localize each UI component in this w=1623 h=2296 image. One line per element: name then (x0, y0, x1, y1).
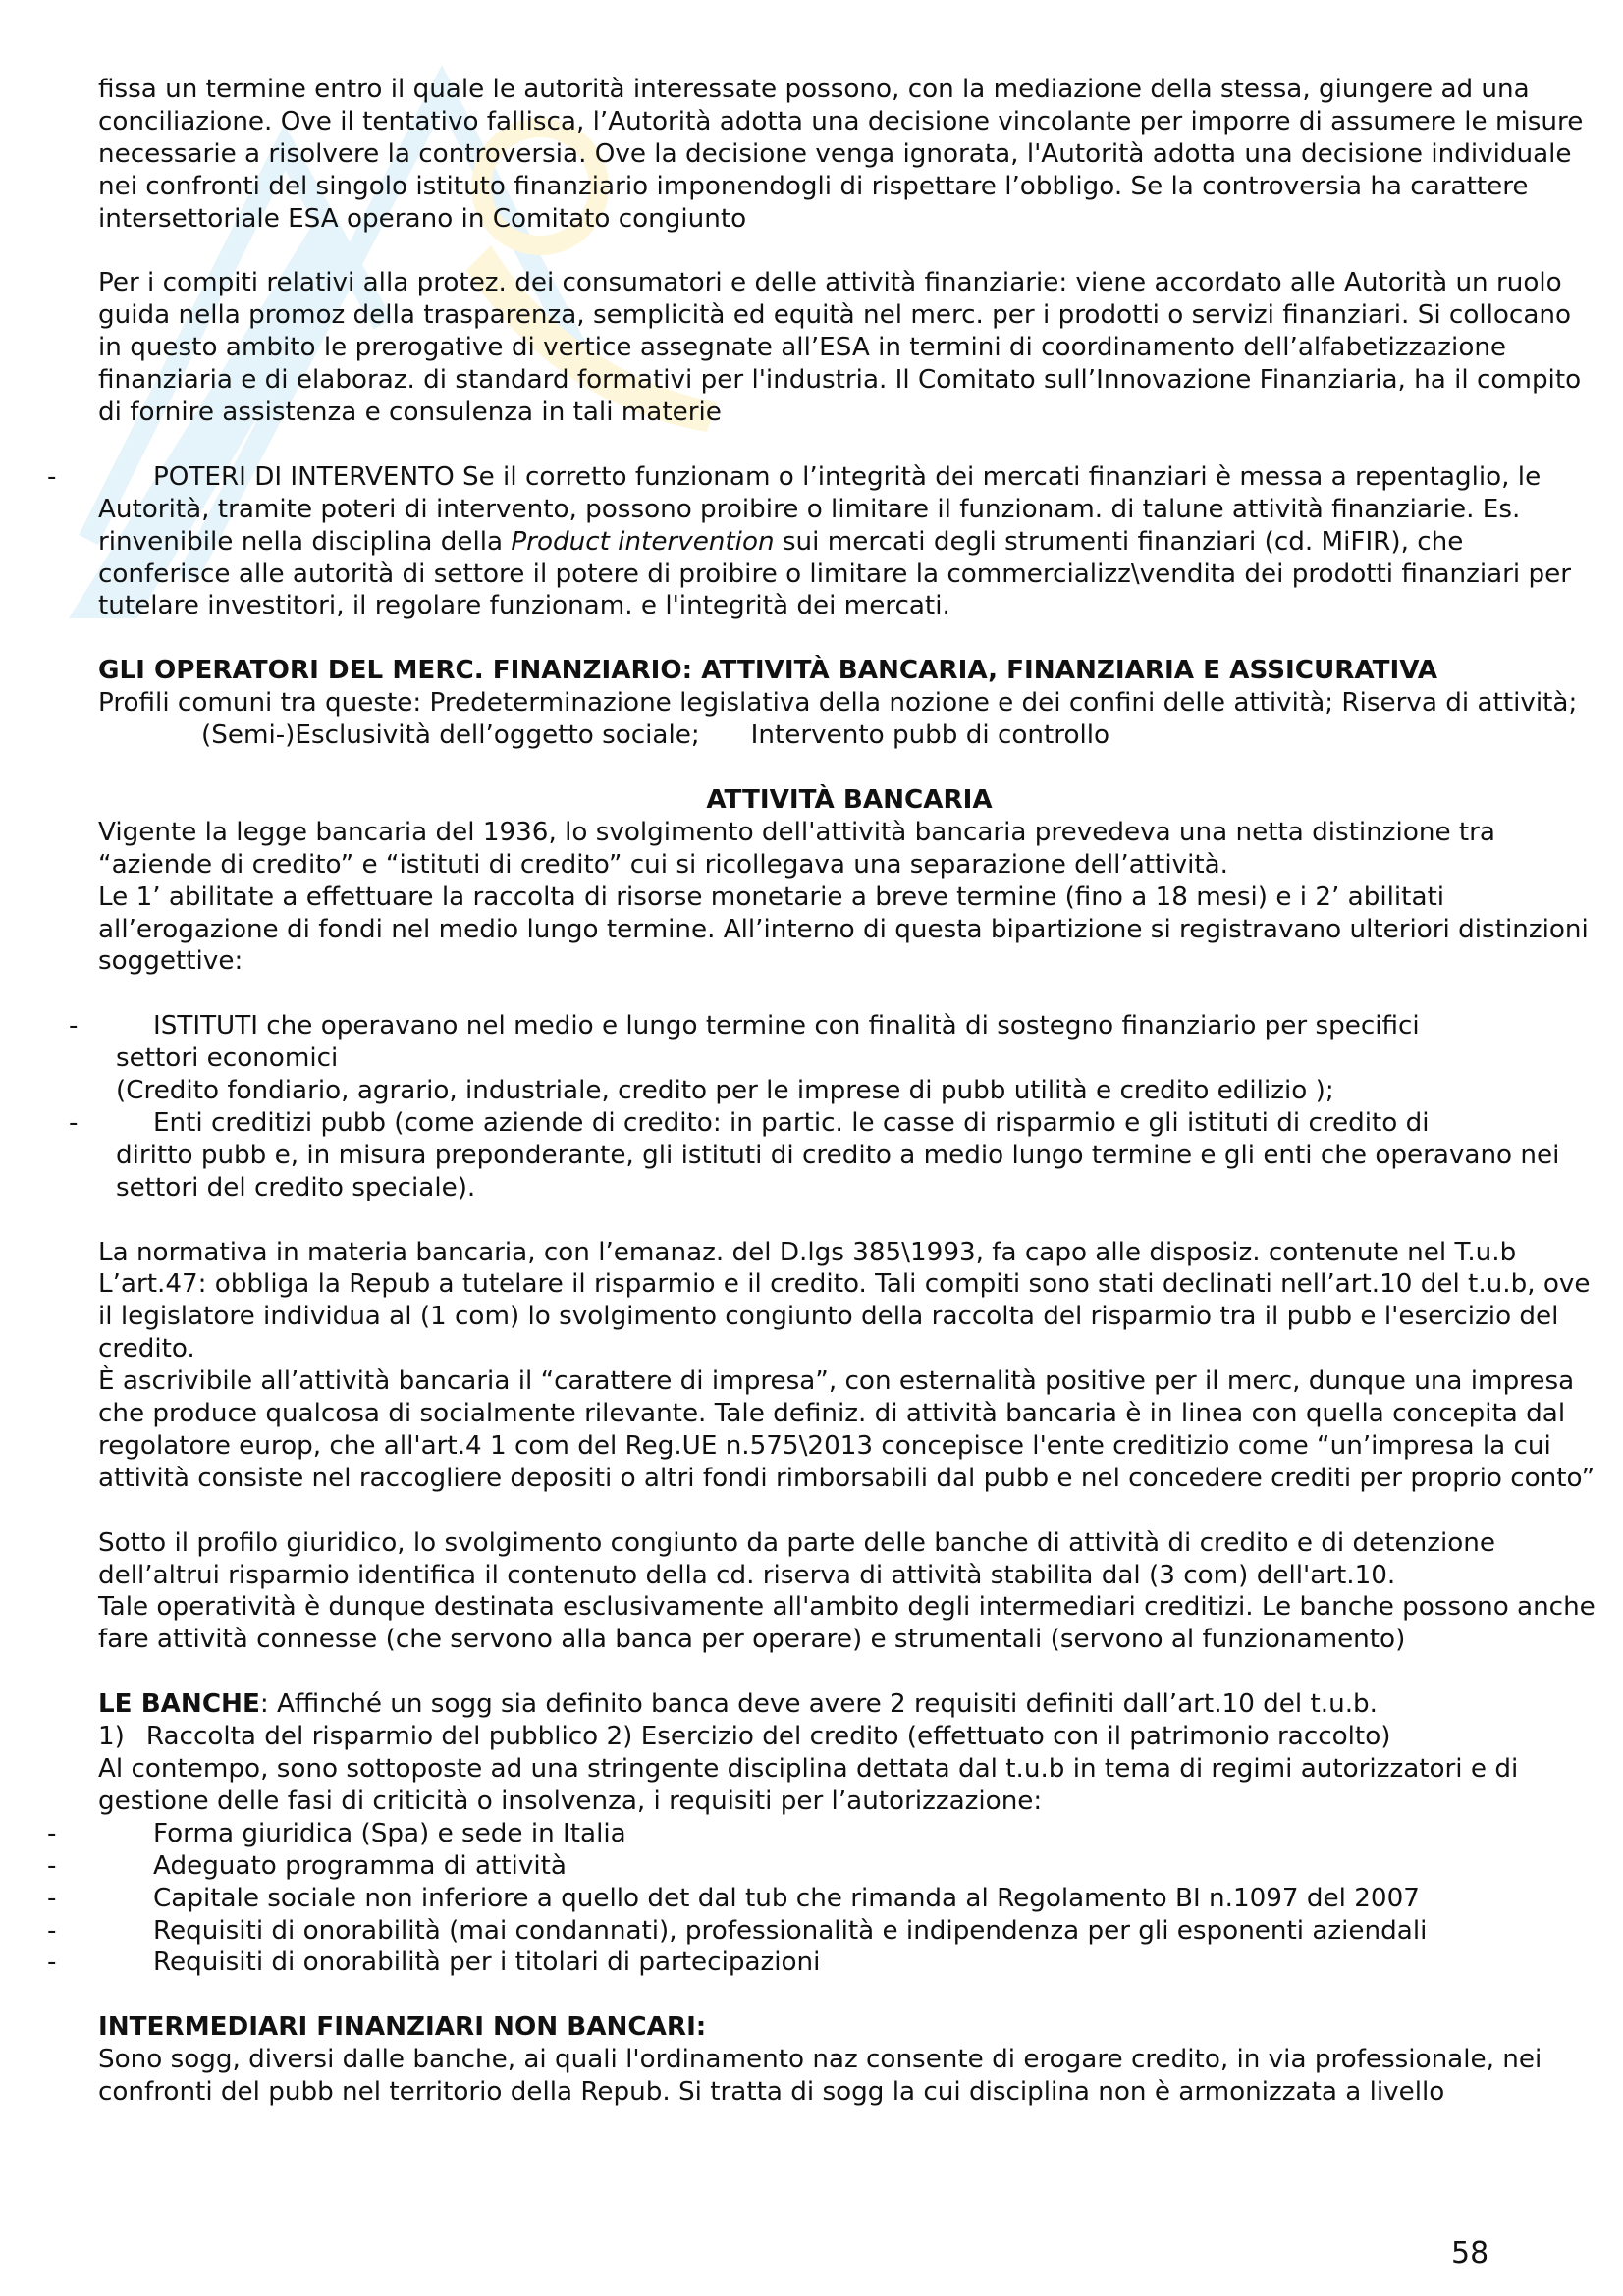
paragraph: Tale operatività è dunque destinata esclusivamente all'ambito degli intermediari creditizi. Le banche possono anche fare attività connesse (che servono alla banca per operare) e strumentali (servono al funzionamento) (98, 1592, 1596, 1655)
list-item: - Requisiti di onorabilità per i titolari di partecipazioni (47, 1948, 821, 1978)
list-item-text: Enti creditizi pubb (come aziende di credito: in partic. le casse di risparmio e gli istituti di credito di (153, 1107, 1430, 1138)
section-heading: ATTIVITÀ BANCARIA (706, 784, 993, 815)
list-dash: - (47, 1948, 57, 1978)
list-item-text: (Credito fondiario, agrario, industriale, credito per le imprese di pubb utilità e credito edilizio ); (116, 1076, 1334, 1106)
paragraph (98, 461, 1600, 623)
list-item: - Forma giuridica (Spa) e sede in Italia (47, 1818, 626, 1848)
paragraph: Sono sogg, diversi dalle banche, ai quali l'ordinamento naz consente di erogare credito, in via professionale, nei confronti del pubb nel territorio della Repub. Si tratta di sogg la cui disciplina non è armonizzata a livello (98, 2045, 1542, 2108)
list-dash: - (47, 1818, 57, 1848)
list-item-text: diritto pubb e, in misura preponderante, gli istituti di credito a medio lungo termine e gli enti che operavano nei settori del credito speciale). (116, 1140, 1560, 1202)
paragraph: È ascrivibile all’attività bancaria il “carattere di impresa”, con esternalità positive per il merc, dunque una impresa che produce qualcosa di socialmente rilevante. Tale definiz. di attività bancaria è in linea con quella concepita dal regolatore europ, che all'art.4 1 com del Reg.UE n.575\2013 concepisce l'ente creditizio come “un’impresa la cui attività consiste nel raccogliere depositi o altri fondi rimborsabili dal pubb e nel concedere crediti per proprio conto” (98, 1366, 1596, 1493)
list-dash: - (47, 1883, 57, 1913)
paragraph: L’art.47: obbliga la Repub a tutelare il risparmio e il credito. Tali compiti sono stati declinati nell’art.10 del t.u.b, ove il legislatore individua al (1 com) lo svolgimento congiunto della raccolta del risparmio tra il pubb e l'esercizio del credito. (98, 1269, 1591, 1364)
paragraph: Sotto il profilo giuridico, lo svolgimento congiunto da parte delle banche di attività di credito e di detenzione dell’altrui risparmio identifica il contenuto della cd. riserva di attività stabilita dal (3 com) dell'art.10. (98, 1527, 1495, 1590)
paragraph: Per i compiti relativi alla protez. dei consumatori e delle attività finanziarie: viene accordato alle Autorità un ruolo guida nella promoz della trasparenza, semplicità ed equità nel merc. per i prodotti o servizi finanziari. Si collocano in questo ambito le prerogative di vertice assegnate all’ESA in termini di coordinamento dell’alfabetizzazione finanziaria e di elaboraz. di standard formativi per l'industria. Il Comitato sull’Innovazione Finanziaria, ha il compito di fornire assistenza e consulenza in tali materie (98, 268, 1582, 428)
paragraph: La normativa in materia bancaria, con l’emanaz. del D.lgs 385\1993, fa capo alle disposiz. contenute nel T.u.b (98, 1237, 1517, 1267)
requirements-line: 1) Raccolta del risparmio del pubblico 2) Esercizio del credito (effettuato con il patrimonio raccolto) (98, 1722, 1391, 1752)
list-dash: - (47, 1850, 57, 1881)
list-item-text: settori economici (116, 1043, 339, 1074)
list-item-text: ISTITUTI che operavano nel medio e lungo termine con finalità di sostegno finanziario per specifici (153, 1011, 1420, 1041)
list-item: - Requisiti di onorabilità (mai condannati), professionalità e indipendenza per gli esponenti aziendali (47, 1915, 1428, 1946)
page-number: 58 (1451, 2236, 1489, 2270)
paragraph: Le 1’ abilitate a effettuare la raccolta di risorse monetarie a breve termine (fino a 18 mesi) e i 2’ abilitati all’erogazione di fondi nel medio lungo termine. All’interno di questa bipartizione si registravano ulteriori distinzioni soggettive: (98, 881, 1589, 977)
list-dash: - (47, 461, 57, 492)
poteri-intervento-item (47, 461, 1600, 623)
list-item: - Adeguato programma di attività (47, 1850, 567, 1881)
le-banche-label: LE BANCHE (98, 1689, 260, 1720)
poteri-text: POTERI DI INTERVENTO Se il corretto funzionam o l’integrità dei mercati finanziari è messa a repentaglio, le Autorità, tramite poteri di intervento, possono proibire o limitare il funzionam. di talune attività finanziarie. Es. rinvenibile nella disciplina della (98, 461, 1542, 557)
product-intervention-term: Product intervention (511, 526, 775, 557)
section-heading: INTERMEDIARI FINANZIARI NON BANCARI: (98, 2012, 707, 2043)
poteri-text-cont: sui mercati degli strumenti finanziari (cd. MiFIR), che conferisce alle autorità di settore il potere di proibire o limitare la commercializz\vendita dei prodotti finanziari per tutelare investitori, il regolare funzionam. e l'integrità dei mercati. (98, 526, 1572, 621)
list-dash: - (69, 1107, 79, 1138)
paragraph: Vigente la legge bancaria del 1936, lo svolgimento dell'attività bancaria prevedeva una netta distinzione tra “aziende di credito” e “istituti di credito” cui si ricollegava una separazione dell’attività. (98, 817, 1495, 880)
paragraph: Profili comuni tra queste: Predeterminazione legislativa della nozione e dei confini delle attività; Riserva di attività;(Semi-)Esclusività dell’oggetto sociale; Intervento pubb di controllo (98, 688, 1578, 751)
paragraph: Al contempo, sono sottoposte ad una stringente disciplina dettata dal t.u.b in tema di regimi autorizzatori e di gestione delle fasi di criticità o insolvenza, i requisiti per l’autorizzazione: (98, 1754, 1519, 1816)
list-dash: - (69, 1011, 79, 1041)
list-dash: - (47, 1915, 57, 1946)
paragraph: LE BANCHE: Affinché un sogg sia definito banca deve avere 2 requisiti definiti dall’art.10 del t.u.b. (98, 1689, 1378, 1720)
paragraph: fissa un termine entro il quale le autorità interessate possono, con la mediazione della stessa, giungere ad una conciliazione. Ove il tentativo fallisca, l’Autorità adotta una decisione vincolante per imporre di assumere le misure necessarie a risolvere la controversia. Ove la decisione venga ignorata, l'Autorità adotta una decisione individuale nei confronti del singolo istituto finanziario imponendogli di rispettare l’obbligo. Se la controversia ha carattere intersettoriale ESA operano in Comitato congiunto (98, 75, 1584, 234)
document-body (47, 74, 1600, 2109)
enti-item (69, 1107, 1600, 1204)
istituti-item (69, 1010, 1600, 1107)
list-item: - Capitale sociale non inferiore a quello det dal tub che rimanda al Regolamento BI n.1097 del 2007 (47, 1883, 1420, 1913)
section-heading: GLI OPERATORI DEL MERC. FINANZIARIO: ATTIVITÀ BANCARIA, FINANZIARIA E ASSICURATIVA (98, 656, 1437, 686)
